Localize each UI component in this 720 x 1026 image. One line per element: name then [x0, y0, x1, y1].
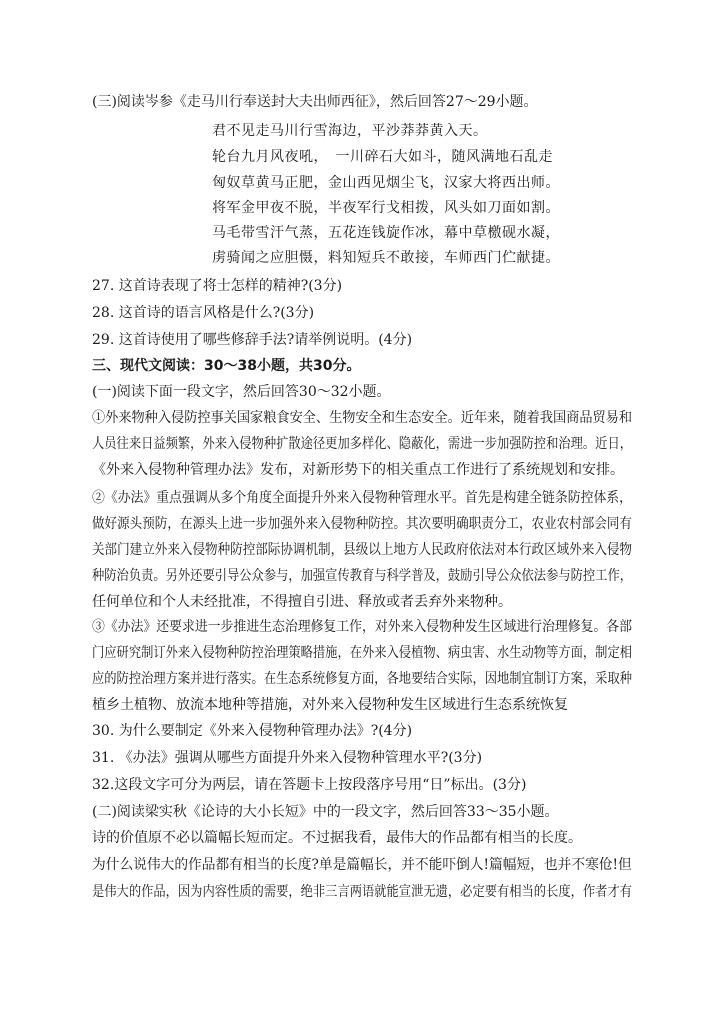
question-28: 28. 这首诗的语言风格是什么?(3分) — [92, 305, 315, 321]
question-32: 32.这段文字可分为两层，请在答题卡上按段落序号用“日”标出。(3分) — [92, 777, 527, 793]
poem-line: 虏骑闻之应胆慑，料知短兵不敢接，车师西门伫献捷。 — [212, 250, 560, 266]
poem-line: 马毛带雪汗气蒸，五花连钱旋作冰，幕中草檄砚水凝， — [212, 225, 560, 241]
paragraph-line: 《外来入侵物种管理办法》发布，对新形势下的相关重点工作进行了系统规划和安排。 — [92, 462, 624, 478]
paragraph-line: 种防治负责。另外还要引导公众参与，加强宣传教育与科学普及，鼓励引导公众依法参与防控工作， — [92, 568, 632, 584]
paragraph-line: 关部门建立外来入侵物种防控部际协调机制，县级以上地方人民政府依法对本行政区域外来入侵物 — [92, 542, 632, 558]
paragraph-line: 为什么说伟大的作品都有相当的长度?单是篇幅长，并不能吓倒人!篇幅短，也并不寒伧!但 — [92, 857, 632, 873]
paragraph-line: 门应研究制订外来入侵物种防控治理策略措施，在外来入侵植物、病虫害、水生动物等方面，制定相 — [92, 645, 632, 661]
paragraph-line: 任何单位和个人未经批准，不得擅自引进、释放或者丢弃外来物种。 — [92, 594, 512, 610]
paragraph-line: ①外来物种入侵防控事关国家粮食安全、生物安全和生态安全。近年来，随着我国商品贸易和 — [92, 410, 633, 426]
question-31: 31. 《办法》强调从哪些方面提升外来入侵物种管理水平?(3分) — [92, 750, 483, 766]
question-30: 30. 为什么要制定《外来入侵物种管理办法》?(4分) — [92, 723, 413, 739]
sub2-heading: (二)阅读梁实秋《论诗的大小长短》中的一段文字，然后回答33～35小题。 — [92, 804, 559, 820]
part3-heading: 三、现代文阅读：30～38小题，共30分。 — [92, 358, 361, 374]
paragraph-line: 诗的价值原不必以篇幅长短而定。不过据我看，最伟大的作品都有相当的长度。 — [92, 830, 582, 846]
paragraph-line: 植乡土植物、放流本地种等措施，对外来入侵物种发生区域进行生态系统恢复 — [92, 697, 568, 713]
paragraph-line: 应的防控治理方案并进行落实。在生态系统修复方面，各地要结合实际，因地制宜制订方案，采取种 — [92, 671, 632, 687]
paragraph-line: 是伟大的作品，因为内容性质的需要，绝非三言两语就能宣泄无遗，必定要有相当的长度，作者才有 — [92, 884, 632, 900]
poem-line: 将军金甲夜不脱，半夜军行戈相拨，风头如刀面如割。 — [212, 200, 560, 216]
paragraph-line: ②《办法》重点强调从多个角度全面提升外来入侵物种管理水平。首先是构建全链条防控体系， — [92, 490, 633, 506]
question-29: 29. 这首诗使用了哪些修辞手法?请举例说明。(4分) — [92, 332, 413, 348]
paragraph-line: 做好源头预防，在源头上进一步加强外来入侵物种防控。其次要明确职责分工，农业农村部会同有 — [92, 516, 632, 532]
poem-line: 匈奴草黄马正肥，金山西见烟尘飞，汉家大将西出师。 — [212, 175, 560, 191]
poem-line: 君不见走马川行雪海边，平沙莽莽黄入天。 — [212, 123, 488, 139]
paragraph-line: ③《办法》还要求进一步推进生态治理修复工作，对外来入侵物种发生区域进行治理修复。各部 — [92, 619, 633, 635]
paragraph-line: 人员往来日益频繁，外来入侵物种扩散途径更加多样化、隐蔽化，需进一步加强防控和治理。近日， — [92, 436, 632, 452]
sub1-heading: (一)阅读下面一段文字，然后回答30～32小题。 — [92, 384, 391, 400]
question-27: 27. 这首诗表现了将士怎样的精神?(3分) — [92, 278, 343, 294]
poem-line: 轮台九月风夜吼， 一川碎石大如斗，随风满地石乱走 — [212, 149, 553, 165]
section3-heading: (三)阅读岑参《走马川行奉送封大夫出师西征》，然后回答27～29小题。 — [92, 94, 538, 110]
